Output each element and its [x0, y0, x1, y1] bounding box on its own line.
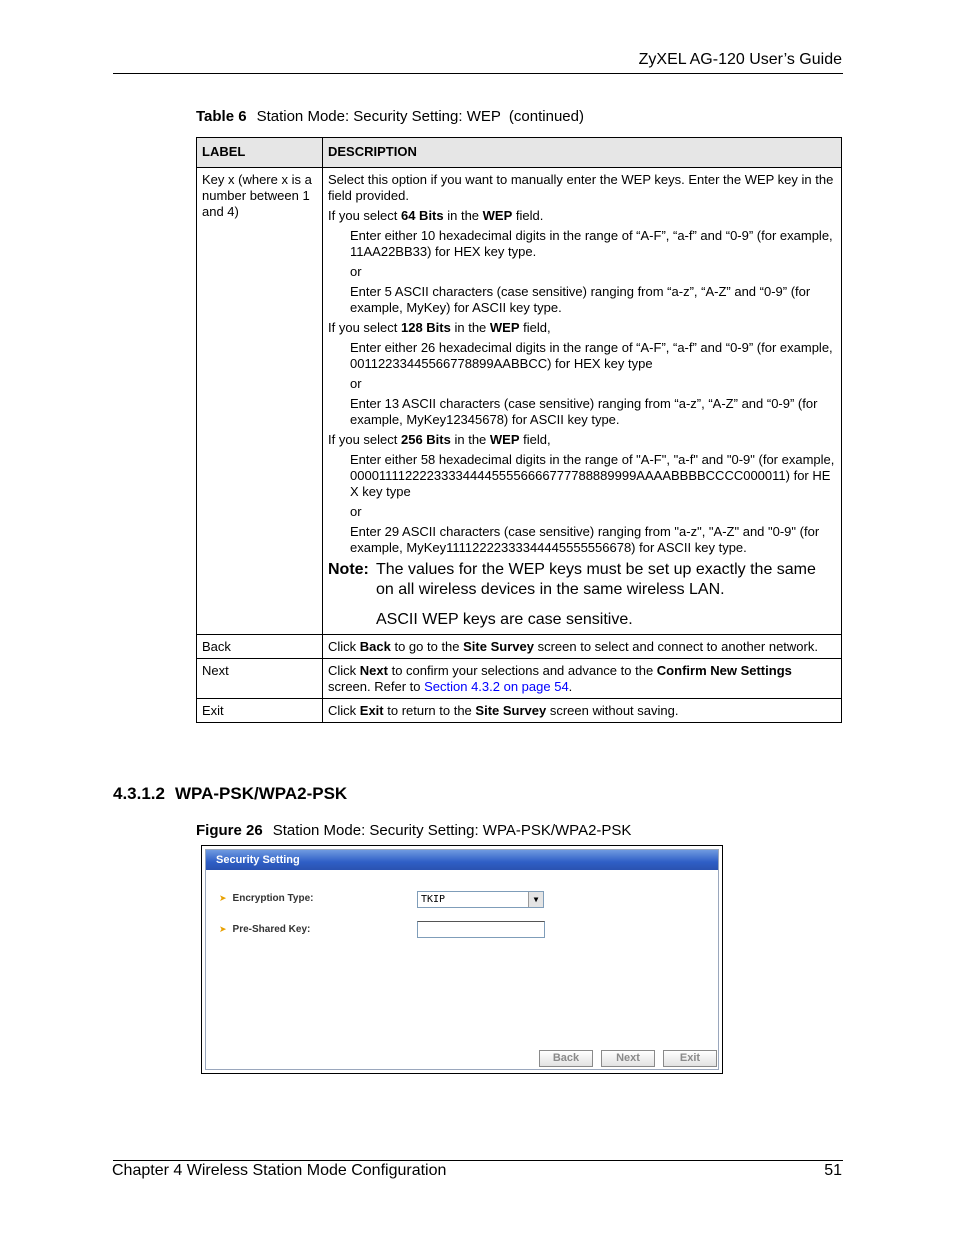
- text: field,: [519, 320, 551, 335]
- table-row: [197, 699, 842, 723]
- text: .: [568, 679, 573, 694]
- text: screen to select and connect to another network.: [533, 639, 818, 654]
- bold-term: WEP: [489, 432, 520, 447]
- table-caption: [196, 108, 584, 125]
- text: field.: [512, 208, 544, 223]
- chevron-down-icon[interactable]: ▼: [528, 892, 543, 907]
- text: to return to the: [383, 703, 476, 718]
- bold-term: WEP: [482, 208, 513, 223]
- select-256-bits: [328, 432, 836, 448]
- bold-term: Site Survey: [475, 703, 547, 718]
- description-column-header: DESCRIPTION: [323, 138, 842, 168]
- bold-term: Site Survey: [463, 639, 534, 654]
- row-description: [323, 168, 842, 635]
- select-128-bits: [328, 320, 836, 336]
- or-text: or: [350, 264, 362, 279]
- text: in the: [450, 432, 490, 447]
- pre-shared-key-input[interactable]: [417, 921, 545, 938]
- table-caption-text: Station Mode: Security Setting: WEP (continued): [256, 108, 584, 125]
- bold-term: Next: [359, 663, 388, 678]
- table-row: [197, 635, 842, 659]
- note-extra-text: ASCII WEP keys are case sensitive.: [376, 611, 633, 628]
- or-text: or: [350, 504, 362, 519]
- ascii-256-text: Enter 29 ASCII characters (case sensitive) ranging from "a-z", "A-Z" and "0-9" (for example, MyKey11112222333344445555556678) for ASCII key type.: [350, 524, 820, 555]
- screenshot-figure: [201, 845, 723, 1074]
- key-intro: Select this option if you want to manually enter the WEP keys. Enter the WEP key in the field provided.: [328, 172, 834, 203]
- pre-shared-key-row: [219, 924, 310, 935]
- section-heading: [113, 784, 347, 804]
- row-label: Back: [197, 635, 323, 659]
- bold-term: 64 Bits: [400, 208, 444, 223]
- text: Click: [328, 663, 360, 678]
- bold-term: Exit: [359, 703, 384, 718]
- panel-title: Security Setting: [206, 850, 718, 870]
- text: in the: [443, 208, 483, 223]
- encryption-type-label: Encryption Type:: [232, 893, 314, 904]
- hex-256-text: Enter either 58 hexadecimal digits in the range of "A-F", "a-f" and "0-9" (for example, 0000111122223333444455556666777788889999AAAABBBBCCCC000011) for HEX key type: [350, 452, 835, 499]
- text: to confirm your selections and advance to the: [387, 663, 657, 678]
- row-label: Next: [197, 659, 323, 699]
- text: screen. Refer to: [328, 679, 425, 694]
- figure-caption-label: Figure 26: [196, 822, 263, 839]
- text: If you select: [328, 208, 401, 223]
- arrow-bullet-icon: ➤: [219, 924, 227, 934]
- pre-shared-key-label: Pre-Shared Key:: [232, 924, 311, 935]
- text: screen without saving.: [546, 703, 679, 718]
- bold-term: WEP: [489, 320, 520, 335]
- note: [328, 560, 836, 600]
- footer-divider: [113, 1160, 843, 1161]
- text: to go to the: [390, 639, 464, 654]
- label-column-header: LABEL: [197, 138, 323, 168]
- section-number: 4.3.1.2: [113, 784, 165, 803]
- row-label: Exit: [197, 699, 323, 723]
- back-button[interactable]: Back: [539, 1050, 593, 1067]
- text: Click: [328, 639, 360, 654]
- arrow-bullet-icon: ➤: [219, 893, 227, 903]
- or-text: or: [350, 376, 362, 391]
- note-label: Note:: [328, 561, 369, 578]
- bold-term: Back: [359, 639, 391, 654]
- security-setting-panel: [205, 849, 719, 1070]
- page-number: 51: [824, 1162, 842, 1179]
- row-description: [323, 699, 842, 723]
- ascii-64-text: Enter 5 ASCII characters (case sensitive) ranging from “a-z”, “A-Z” and “0-9” (for example, MyKey) for ASCII key type.: [350, 284, 811, 315]
- footer-chapter: Chapter 4 Wireless Station Mode Configuration: [112, 1162, 447, 1179]
- section-link[interactable]: Section 4.3.2 on page 54: [424, 679, 569, 694]
- text: Click: [328, 703, 360, 718]
- next-button[interactable]: Next: [601, 1050, 655, 1067]
- text: field,: [519, 432, 551, 447]
- encryption-type-select[interactable]: [417, 891, 544, 908]
- figure-caption: [196, 822, 631, 839]
- text: in the: [450, 320, 490, 335]
- section-title: WPA-PSK/WPA2-PSK: [175, 784, 348, 803]
- encryption-type-row: [219, 893, 313, 904]
- running-header: ZyXEL AG-120 User’s Guide: [638, 51, 842, 68]
- wep-settings-table: [196, 137, 842, 723]
- hex-128-text: Enter either 26 hexadecimal digits in the range of “A-F”, “a-f” and “0-9” (for example, 00112233445566778899AABBCC) for HEX key type: [350, 340, 833, 371]
- note-text: The values for the WEP keys must be set up exactly the same on all wireless devices in the same wireless LAN.: [376, 561, 816, 598]
- table-header-row: [197, 138, 842, 168]
- encryption-type-value: TKIP: [421, 894, 446, 905]
- row-description: [323, 659, 842, 699]
- table-caption-label: Table 6: [196, 108, 247, 125]
- bold-term: 128 Bits: [400, 320, 451, 335]
- row-label: Key x (where x is a number between 1 and 4): [197, 168, 323, 635]
- row-description: [323, 635, 842, 659]
- header-divider: [113, 73, 843, 74]
- bold-term: 256 Bits: [400, 432, 451, 447]
- table-row: [197, 659, 842, 699]
- text: If you select: [328, 432, 401, 447]
- select-64-bits: [328, 208, 836, 224]
- bold-term: Confirm New Settings: [656, 663, 792, 678]
- figure-caption-text: Station Mode: Security Setting: WPA-PSK/WPA2-PSK: [272, 822, 632, 839]
- text: If you select: [328, 320, 401, 335]
- exit-button[interactable]: Exit: [663, 1050, 717, 1067]
- table-row: [197, 168, 842, 635]
- hex-64-text: Enter either 10 hexadecimal digits in the range of “A-F”, “a-f” and “0-9” (for example, 11AA22BB33) for HEX key type.: [350, 228, 833, 259]
- ascii-128-text: Enter 13 ASCII characters (case sensitive) ranging from “a-z”, “A-Z” and “0-9” (for example, MyKey12345678) for ASCII key type.: [350, 396, 818, 427]
